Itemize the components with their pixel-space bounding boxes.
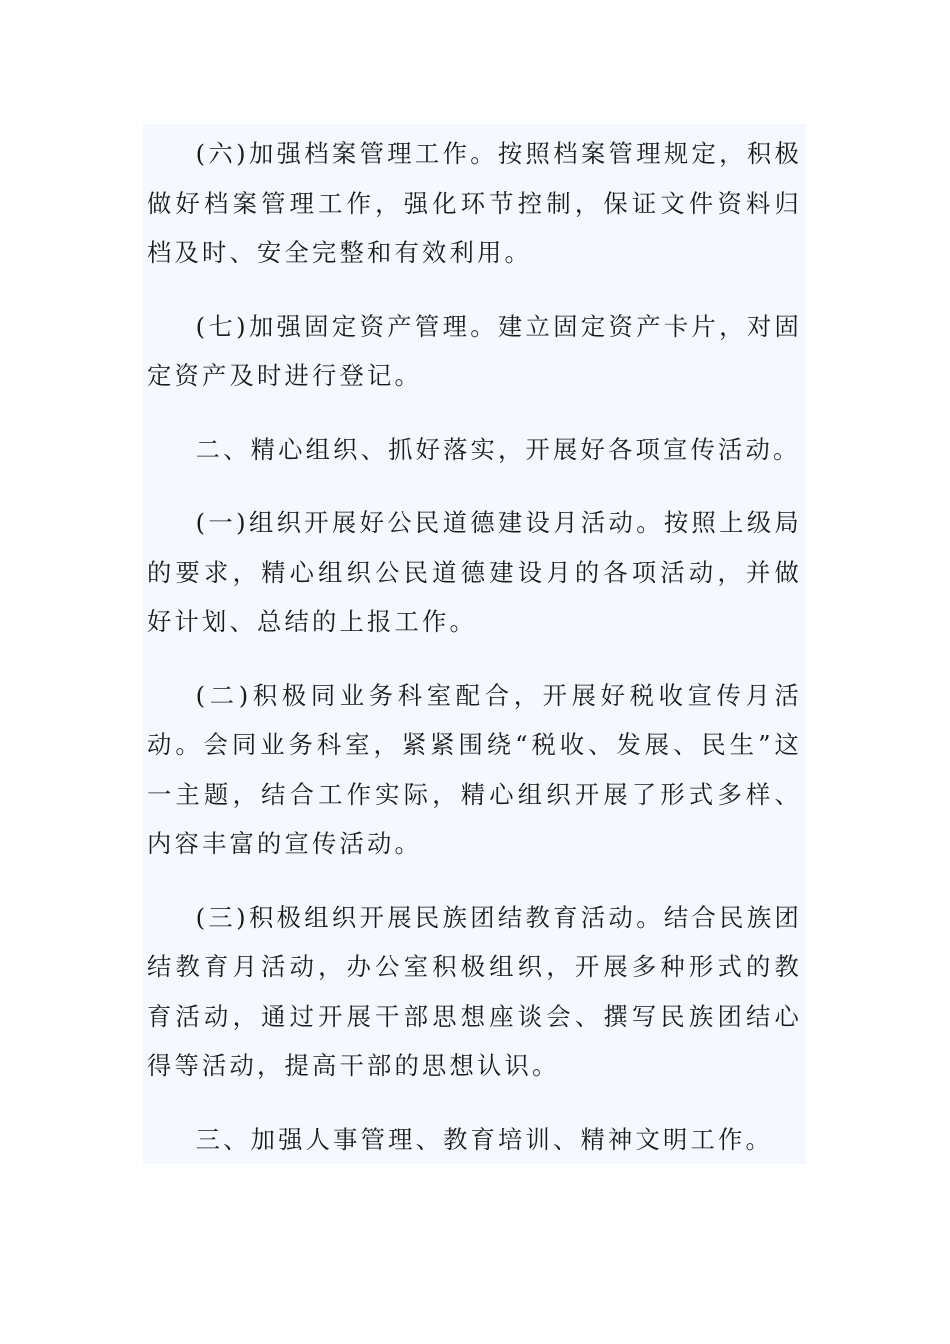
paragraph-tax-publicity-month: (二)积极同业务科室配合，开展好税收宣传月活动。会同业务科室，紧紧围绕“税收、发展、民生”这一主题，结合工作实际，精心组织开展了形式多样、内容丰富的宣传活动。 [147,680,802,858]
document-text-block [143,124,806,1164]
paragraph-fixed-assets: (七)加强固定资产管理。建立固定资产卡片，对固定资产及时进行登记。 [147,311,802,390]
paragraph-ethnic-unity-education: (三)积极组织开展民族团结教育活动。结合民族团结教育月活动，办公室积极组织，开展多种形式的教育活动，通过开展干部思想座谈会、撰写民族团结心得等活动，提高干部的思想认识。 [147,902,802,1080]
section-heading-personnel: 三、加强人事管理、教育培训、精神文明工作。 [195,1124,774,1154]
section-heading-publicity: 二、精心组织、抓好落实，开展好各项宣传活动。 [195,434,801,464]
paragraph-civic-morality-month: (一)组织开展好公民道德建设月活动。按照上级局的要求，精心组织公民道德建设月的各项活动，并做好计划、总结的上报工作。 [147,508,802,636]
paragraph-archives-management: (六)加强档案管理工作。按照档案管理规定，积极做好档案管理工作，强化环节控制，保证文件资料归档及时、安全完整和有效利用。 [147,139,802,267]
